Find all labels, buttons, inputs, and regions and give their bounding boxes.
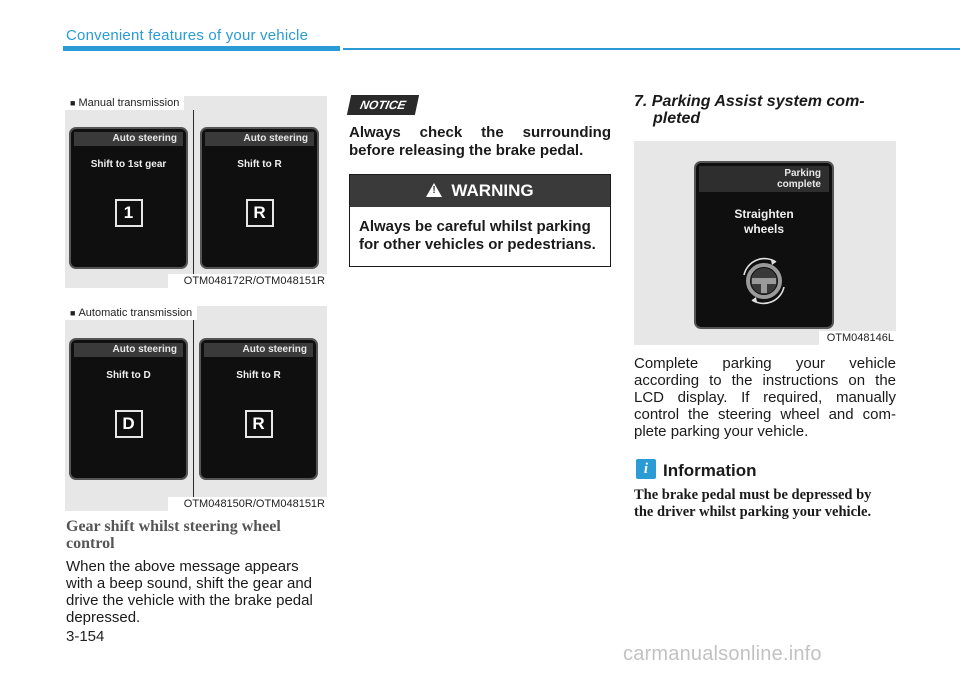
gear-indicator: 1: [115, 199, 143, 227]
figure-caption: OTM048150R/OTM048151R: [168, 497, 327, 511]
parking-complete-paragraph: [634, 355, 896, 440]
lcd-screen: [694, 161, 834, 329]
step-heading: [634, 93, 896, 127]
steering-wheel-icon: [736, 253, 792, 309]
paragraph-line: according to the instructions on the: [634, 372, 896, 389]
watermark: carmanualsonline.info: [623, 643, 822, 665]
square-bullet-icon: ■: [70, 308, 76, 318]
lcd-screen: [199, 338, 318, 480]
lcd-message-line: wheels: [743, 222, 785, 236]
gear-shift-paragraph: [66, 558, 328, 626]
header-rule-thick: [63, 46, 340, 51]
information-line: the driver whilst parking your vehicle.: [634, 504, 872, 520]
lcd-message: [696, 207, 832, 237]
heading-line: Gear shift whilst steering wheel: [66, 518, 281, 535]
gear-indicator: R: [246, 199, 274, 227]
section-title: Convenient features of your vehicle: [66, 27, 309, 44]
figure-caption: OTM048146L: [819, 331, 896, 345]
lcd-header: Auto steering: [74, 132, 183, 146]
lcd-message-line: Straighten: [734, 207, 794, 221]
step-heading-line: pleted: [653, 110, 701, 127]
warning-line: for other vehicles or pedestrians.: [359, 236, 596, 253]
info-icon: i: [636, 459, 656, 479]
page-number: 3-154: [66, 628, 105, 645]
warning-line: Always be careful whilst parking: [359, 218, 591, 235]
lcd-header: Auto steering: [74, 343, 183, 357]
figure-automatic-transmission: [65, 306, 327, 511]
figure-manual-transmission: [65, 96, 327, 288]
paragraph-line: plete parking your vehicle.: [634, 423, 809, 440]
lcd-message: Shift to R: [236, 370, 281, 381]
figure-tag-label: Manual transmission: [78, 97, 180, 109]
notice-line: before releasing the brake pedal.: [349, 142, 584, 159]
figure-parking-complete: [634, 141, 896, 345]
header-rule-thin: [343, 48, 960, 50]
paragraph-line: Complete parking your vehicle: [634, 355, 896, 372]
figure-divider-line: [193, 320, 194, 498]
lcd-header: Auto steering: [204, 343, 313, 357]
lcd-screen: [69, 127, 188, 269]
section-heading: [66, 518, 328, 552]
information-title: Information: [663, 461, 757, 480]
information-header: [634, 458, 896, 482]
lcd-message: Shift to 1st gear: [90, 159, 167, 170]
lcd-screen: [200, 127, 319, 269]
figure-divider-line: [193, 110, 194, 274]
information-line: The brake pedal must be depressed by: [634, 487, 872, 503]
gear-indicator: D: [115, 410, 143, 438]
square-bullet-icon: ■: [70, 98, 76, 108]
lcd-header-line: complete: [777, 179, 821, 190]
heading-line: control: [66, 535, 115, 552]
step-heading-line: 7. Parking Assist system com-: [634, 93, 865, 110]
warning-triangle-icon: [426, 183, 442, 197]
paragraph-line: When the above message appears: [66, 558, 299, 575]
warning-box: [349, 174, 611, 267]
paragraph-line: drive the vehicle with the brake pedal: [66, 592, 313, 609]
paragraph-line: control the steering wheel and com-: [634, 406, 896, 423]
lcd-header-line: Parking: [784, 168, 821, 179]
warning-body: [359, 218, 602, 254]
figure-caption: OTM048172R/OTM048151R: [168, 274, 327, 288]
lcd-message: Shift to D: [106, 370, 151, 381]
warning-title: WARNING: [451, 181, 534, 200]
gear-indicator: R: [245, 410, 273, 438]
notice-text: [349, 124, 611, 160]
lcd-message: Shift to R: [237, 159, 282, 170]
information-text: [634, 487, 896, 521]
lcd-header: Auto steering: [205, 132, 314, 146]
figure-tag: [65, 96, 184, 110]
paragraph-line: with a beep sound, shift the gear and: [66, 575, 313, 592]
warning-header: [350, 175, 610, 207]
figure-tag-label: Automatic transmission: [78, 307, 193, 319]
figure-tag: [65, 306, 197, 320]
paragraph-line: depressed.: [66, 609, 141, 626]
notice-badge: NOTICE: [347, 95, 419, 115]
lcd-header: [699, 166, 829, 192]
lcd-screen: [69, 338, 188, 480]
notice-line: Always check the surrounding: [349, 124, 611, 141]
paragraph-line: LCD display. If required, manually: [634, 389, 896, 406]
